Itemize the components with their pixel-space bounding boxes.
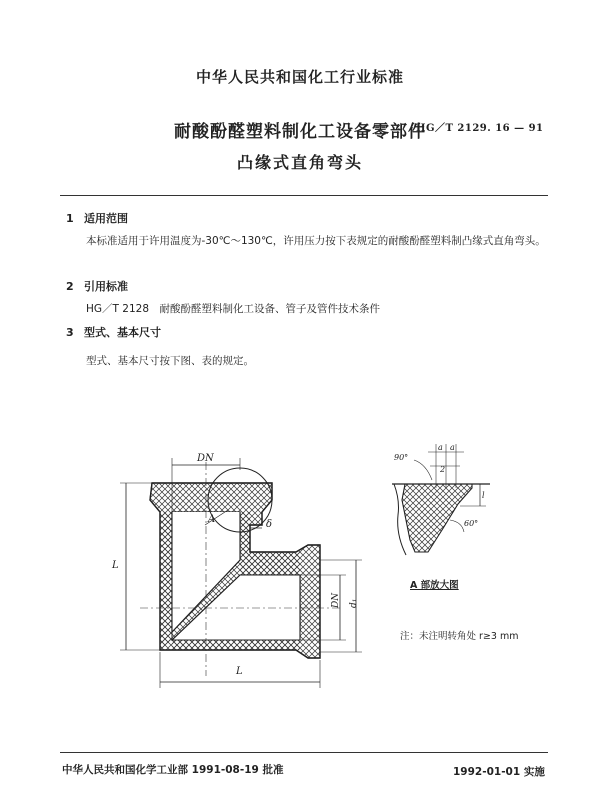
detail-l-label: l bbox=[482, 491, 485, 500]
standard-code: HG／T 2129. 16 — 91 bbox=[416, 123, 544, 134]
detail-60-label: 60° bbox=[464, 519, 479, 528]
section-3-body: 型式、基本尺寸按下图、表的规定。 bbox=[86, 355, 254, 367]
section-3-number: 3 bbox=[66, 326, 74, 339]
section-2-number: 2 bbox=[66, 280, 74, 293]
section-2-body: HG／T 2128 耐酸酚醛塑料制化工设备、管子及管件技术条件 bbox=[86, 303, 381, 315]
standard-title: 耐酸酚醛塑料制化工设备零部件 bbox=[174, 122, 426, 142]
section-2-title: 引用标准 bbox=[84, 280, 128, 293]
dn-top-label: DN bbox=[197, 453, 214, 464]
detail-a-drawing bbox=[380, 440, 530, 575]
dn-right-label: DN bbox=[331, 592, 341, 608]
section-1-title: 适用范围 bbox=[84, 212, 128, 225]
detail-a-left-label: a bbox=[438, 443, 443, 452]
bottom-rule-divider bbox=[60, 752, 548, 753]
footer-effective: 1992-01-01 实施 bbox=[453, 766, 545, 778]
section-1-body: 本标准适用于许用温度为-30℃～130℃，许用压力按下表规定的耐酸酚醛塑料制凸缘式直角弯头。 bbox=[86, 235, 546, 247]
detail-a-right-label: a bbox=[450, 443, 455, 452]
detail-90-label: 90° bbox=[394, 453, 409, 462]
detail-ref-label: A bbox=[208, 514, 216, 525]
d1-label: d₁ bbox=[349, 598, 359, 608]
delta-label: δ bbox=[266, 519, 273, 530]
standard-subtitle: 凸缘式直角弯头 bbox=[236, 153, 363, 172]
width-L-label: L bbox=[236, 666, 243, 677]
height-L-label: L bbox=[112, 560, 119, 571]
footer-approval: 中华人民共和国化学工业部 1991-08-19 批准 bbox=[62, 764, 284, 776]
section-3-title: 型式、基本尺寸 bbox=[84, 326, 161, 339]
section-1-number: 1 bbox=[66, 212, 74, 225]
drawing-note: 注：未注明转角处 r≥3 mm bbox=[400, 631, 519, 642]
detail-2-label: 2 bbox=[440, 465, 446, 474]
detail-caption: A 部放大图 bbox=[410, 580, 459, 591]
org-header: 中华人民共和国化工行业标准 bbox=[195, 68, 404, 86]
